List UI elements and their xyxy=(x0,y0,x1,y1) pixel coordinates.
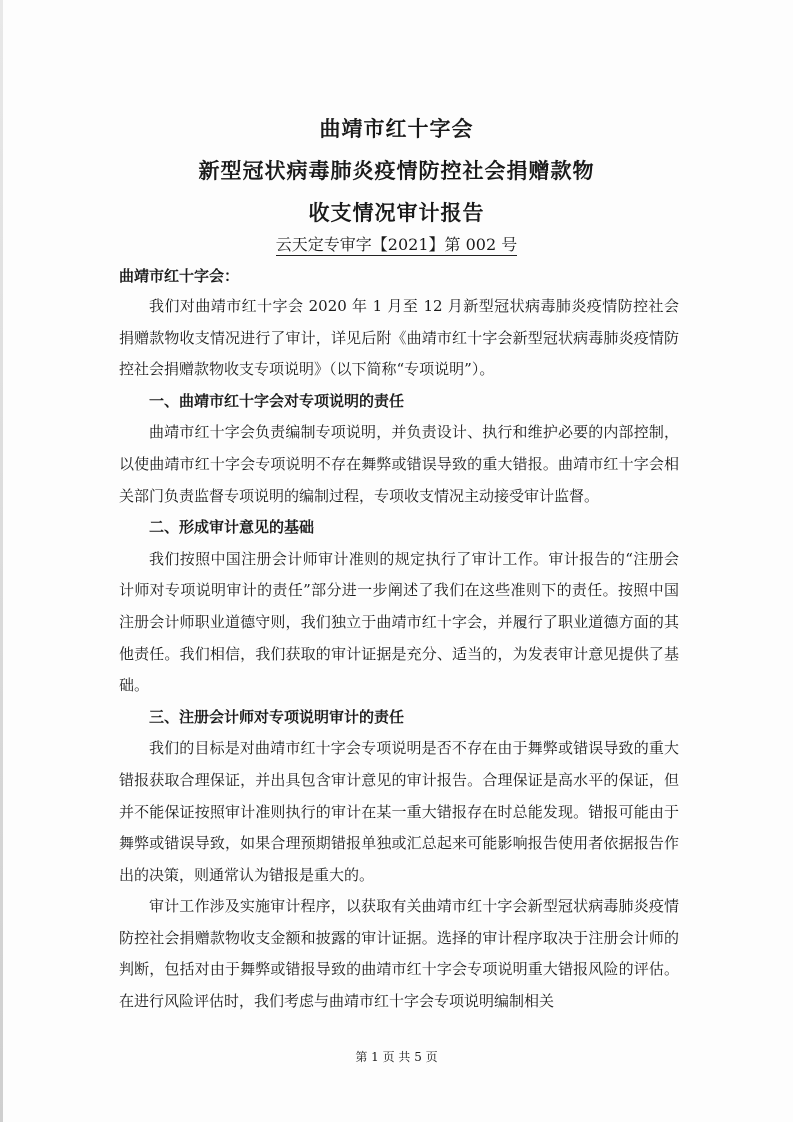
section1-heading: 一、曲靖市红十字会对专项说明的责任 xyxy=(149,391,405,410)
intro-paragraph: 我们对曲靖市红十字会 2020 年 1 月至 12 月新型冠状病毒肺炎疫情防控社会捐赠款物收支情况进行了审计，详见后附《曲靖市红十字会新型冠状病毒肺炎疫情防控社会捐赠款物收支专项说明》（以下简称“专项说明”）。 xyxy=(119,297,679,379)
section2-heading: 二、形成审计意见的基础 xyxy=(149,518,315,537)
section3-paragraph-2: 审计工作涉及实施审计程序，以获取有关曲靖市红十字会新型冠状病毒肺炎疫情防控社会捐赠款物收支金额和披露的审计证据。选择的审计程序取决于注册会计师的判断，包括对由于舞弊或错报导致的曲靖市红十字会专项说明重大错报风险的评估。在进行风险评估时，我们考虑与曲靖市红十字会专项说明编制相关 xyxy=(119,897,679,1011)
report-body xyxy=(119,291,679,1018)
report-title-line1: 曲靖市红十字会 xyxy=(319,117,474,141)
document-number xyxy=(0,232,793,255)
section2-paragraph: 我们按照中国注册会计师审计准则的规定执行了审计工作。审计报告的“注册会计师对专项说明审计的责任”部分进一步阐述了我们在这些准则下的责任。按照中国注册会计师职业道德守则，我们独立于曲靖市红十字会，并履行了职业道德方面的其他责任。我们相信，我们获取的审计证据是充分、适当的，为发表审计意见提供了基础。 xyxy=(119,549,679,695)
section3-paragraph-1: 我们的目标是对曲靖市红十字会专项说明是否不存在由于舞弊或错误导致的重大错报获取合理保证，并出具包含审计意见的审计报告。合理保证是高水平的保证，但并不能保证按照审计准则执行的审计在某一重大错报存在时总能发现。错报可能由于舞弊或错误导致，如果合理预期错报单独或汇总起来可能影响报告使用者依据报告作出的决策，则通常认为错报是重大的。 xyxy=(119,739,679,884)
report-title-line3: 收支情况审计报告 xyxy=(308,201,485,225)
document-number-text: 云天定专审字【2021】第 002 号 xyxy=(275,235,518,254)
section3-heading: 三、注册会计师对专项说明审计的责任 xyxy=(149,707,405,726)
section1-paragraph: 曲靖市红十字会负责编制专项说明，并负责设计、执行和维护必要的内部控制，以使曲靖市红十字会专项说明不存在舞弊或错误导致的重大错报。曲靖市红十字会相关部门负责监督专项说明的编制过程，专项收支情况主动接受审计监督。 xyxy=(119,423,679,505)
report-title-line2: 新型冠状病毒肺炎疫情防控社会捐赠款物 xyxy=(198,159,595,183)
page-footer: 第 1 页 共 5 页 xyxy=(355,1050,438,1064)
addressee: 曲靖市红十字会： xyxy=(119,267,240,285)
